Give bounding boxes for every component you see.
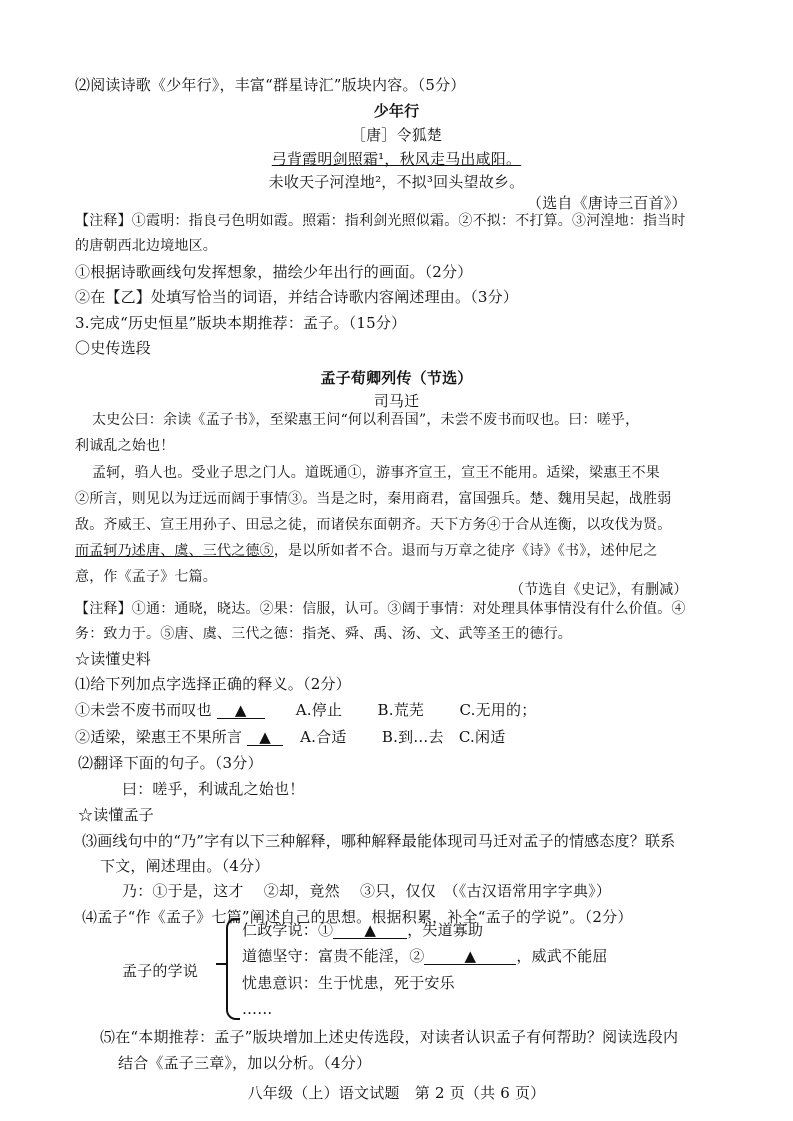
theory-item-2-post: ，威武不能屈 <box>516 947 608 965</box>
passage-source: （节选自《史记》，有删减） <box>510 582 688 598</box>
passage-para-2-line-3: 敌。齐威王、宣王用孙子、田忌之徒，而诸侯东面朝齐。天下方务④于合从连衡，以攻伐为贤。 <box>75 517 672 533</box>
question-2-sub-1: ①根据诗歌画线句发挥想象，描绘少年出行的画面。（2分） <box>75 263 473 281</box>
poem-line-2: 未收天子河湟地²，不拟³回头望故乡。 <box>268 173 525 191</box>
sub-question-3-line-2: 下文，阐述理由。（4分） <box>100 857 270 875</box>
star-heading-mencius: ☆读懂孟子 <box>78 806 155 824</box>
poem-author: ［唐］令狐楚 <box>350 126 443 144</box>
sub-question-5-line-1: ⑸在“本期推荐：孟子”版块增加上述史传选段，对读者认识孟子有何帮助？阅读选段内 <box>100 1028 679 1046</box>
mencius-theory-label: 孟子的学说 <box>122 962 199 980</box>
sub-question-3-line-1: ⑶画线句中的“乃”字有以下三种解释，哪种解释最能体现司马迁对孟子的情感态度？联系 <box>82 832 676 850</box>
sub-question-2-sentence: 曰：嗟乎，利诚乱之始也！ <box>122 780 305 798</box>
answer-blank-1b[interactable]: ▲ <box>247 730 283 746</box>
sub-question-1-title: ⑴给下列加点字选择正确的释义。（2分） <box>75 675 351 693</box>
sub-question-2-title: ⑵翻译下面的句子。（3分） <box>78 754 263 772</box>
theory-item-1-post: ，失道寡助 <box>407 921 484 939</box>
brace-bracket <box>226 918 240 1020</box>
passage-para-2-line-4 <box>75 544 657 558</box>
answer-blank-1a[interactable]: ▲ <box>217 703 265 719</box>
passage-note-line-2: 务：致力于。⑤唐、虞、三代之德：指尧、舜、禹、汤、文、武等圣王的德行。 <box>75 626 572 642</box>
star-heading-history: ☆读懂史料 <box>75 650 152 668</box>
theory-item-1-pre: 仁政学说：① <box>242 921 334 939</box>
theory-item-4: …… <box>242 1000 273 1018</box>
passage-note-line-1: 【注释】①通：通晓，晓达。②果：信服，认可。③阔于事情：对处理具体事情没有什么价值。④ <box>75 601 686 617</box>
sub-question-1-b-options: A.合适 B.到…去 C.闲适 <box>300 728 506 746</box>
theory-item-3: 忧患意识：生于忧患，死于安乐 <box>242 974 455 992</box>
sub-question-1-a-options: A.停止 B.荒芜 C.无用的； <box>295 701 537 719</box>
underlined-sentence: 而孟轲乃述唐、虞、三代之德⑤ <box>75 543 274 559</box>
passage-title: 孟子荀卿列传（节选） <box>320 369 473 387</box>
answer-blank-4a[interactable]: ▲ <box>333 923 407 939</box>
sub-question-4-title: ⑷孟子“作《孟子》七篇”阐述自己的思想。根据积累，补全“孟子的学说”。（2分） <box>82 908 633 926</box>
theory-item-2-pre: 道德坚守：富贵不能淫，② <box>242 947 425 965</box>
page-footer: 八年级（上）语文试题 第 2 页（共 6 页） <box>247 1084 546 1102</box>
question-2-sub-2: ②在【乙】处填写恰当的词语，并结合诗歌内容阐述理由。（3分） <box>75 288 519 306</box>
passage-author: 司马迁 <box>373 392 420 410</box>
section-label: 〇史传选段 <box>75 339 152 357</box>
sub-question-3-line-3: 乃：①于是，这才 ②却，竟然 ③只，仅仅 （《古汉语常用字字典》） <box>122 882 612 900</box>
sub-question-5-line-2: 结合《孟子三章》，加以分析。（4分） <box>118 1054 372 1072</box>
poem-line-1-text: 弓背霞明剑照霜¹，秋风走马出咸阳。 <box>271 150 522 168</box>
sub-question-1-b <box>75 730 505 746</box>
poem-line-1 <box>0 152 793 167</box>
poem-note-line-2: 的唐朝西北边境地区。 <box>75 238 217 254</box>
poem-note-line-1: 【注释】①霞明：指良弓色明如霞。照霜：指利剑光照似霜。②不拟：不打算。③河湟地：指当时 <box>75 213 686 229</box>
theory-item-2 <box>242 949 608 965</box>
question-2-title: ⑵阅读诗歌《少年行》，丰富“群星诗汇”版块内容。（5分） <box>75 76 466 94</box>
passage-para-2-line-1: 孟轲，驺人也。受业子思之门人。道既通①，游事齐宣王，宣王不能用。适梁，梁惠王不果 <box>92 465 660 481</box>
answer-blank-4b[interactable]: ▲ <box>424 949 516 965</box>
passage-para-1-line-1: 太史公曰：余读《孟子书》，至梁惠王问“何以利吾国”，未尝不废书而叹也。曰：嗟乎， <box>92 412 640 428</box>
poem-source: （选自《唐诗三百首》） <box>527 194 687 212</box>
question-3-title: 3.完成“历史恒星”版块本期推荐：孟子。（15分） <box>75 314 407 332</box>
passage-line-4-rest: ，是以所如者不合。退而与万章之徒序《诗》《书》，述仲尼之 <box>273 543 658 559</box>
sub-question-1-a-text: ①未尝不废书而叹也 <box>75 701 212 719</box>
passage-para-1-line-2: 利诚乱之始也！ <box>75 438 175 454</box>
passage-para-2-line-2: ②所言，则见以为迂远而阔于事情③。当是之时，秦用商君，富国强兵。楚、魏用吴起，战胜弱 <box>75 491 672 507</box>
theory-item-1 <box>242 923 483 939</box>
passage-para-2-line-5: 意，作《孟子》七篇。 <box>75 569 217 585</box>
sub-question-1-a <box>75 703 536 719</box>
poem-title: 少年行 <box>373 102 420 120</box>
sub-question-1-b-text: ②适梁，梁惠王不果所言 <box>75 728 243 746</box>
